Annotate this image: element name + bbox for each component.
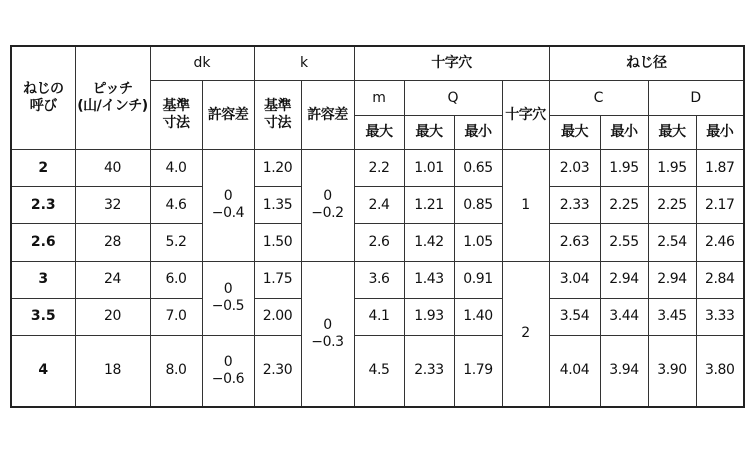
header-dk-tolerance: 許容差: [202, 81, 254, 150]
screw-spec-table: [10, 45, 745, 408]
cell-q-max: 1.43: [404, 261, 454, 298]
table-row: [11, 224, 744, 261]
header-q-min: 最小: [454, 116, 502, 150]
cell-dk-tolerance: 0 −0.5: [202, 261, 254, 335]
cell-m: 2.6: [354, 224, 404, 261]
header-k-tolerance: 許容差: [301, 81, 354, 150]
cell-pitch: 28: [75, 224, 150, 261]
header-m-max: 最大: [354, 116, 404, 150]
header-thread-diameter: ねじ径: [549, 46, 744, 81]
header-cross-recess-no: 十字穴: [502, 81, 549, 150]
cell-dk: 4.0: [150, 150, 202, 187]
header-m: m: [354, 81, 404, 116]
cell-c-max: 2.03: [549, 150, 600, 187]
cell-dk-tolerance: 0 −0.6: [202, 335, 254, 407]
cell-c-min: 2.94: [600, 261, 648, 298]
cell-q-min: 0.91: [454, 261, 502, 298]
cell-d-min: 3.80: [696, 335, 744, 407]
cell-recess-no: 2: [502, 261, 549, 407]
cell-k: 1.50: [254, 224, 301, 261]
cell-d-max: 2.54: [648, 224, 696, 261]
header-dk-standard: 基準 寸法: [150, 81, 202, 150]
cell-c-min: 2.55: [600, 224, 648, 261]
cell-m: 2.2: [354, 150, 404, 187]
cell-q-max: 1.93: [404, 298, 454, 335]
cell-d-min: 2.84: [696, 261, 744, 298]
cell-k: 1.35: [254, 187, 301, 224]
cell-dk: 8.0: [150, 335, 202, 407]
cell-q-min: 0.65: [454, 150, 502, 187]
header-c-min: 最小: [600, 116, 648, 150]
cell-m: 4.1: [354, 298, 404, 335]
cell-dk: 7.0: [150, 298, 202, 335]
cell-nominal: 3.5: [11, 298, 75, 335]
cell-nominal: 2.6: [11, 224, 75, 261]
table-row: [11, 335, 744, 407]
cell-nominal: 2: [11, 150, 75, 187]
cell-pitch: 20: [75, 298, 150, 335]
cell-k-tolerance: 0 −0.3: [301, 261, 354, 407]
cell-c-max: 3.04: [549, 261, 600, 298]
cell-dk: 5.2: [150, 224, 202, 261]
cell-k: 2.30: [254, 335, 301, 407]
header-pitch: ピッチ (山/インチ): [75, 46, 150, 150]
cell-pitch: 24: [75, 261, 150, 298]
cell-m: 3.6: [354, 261, 404, 298]
header-d: D: [648, 81, 744, 116]
cell-d-max: 3.45: [648, 298, 696, 335]
cell-c-max: 2.63: [549, 224, 600, 261]
cell-d-min: 2.46: [696, 224, 744, 261]
cell-d-min: 1.87: [696, 150, 744, 187]
cell-pitch: 18: [75, 335, 150, 407]
cell-nominal: 4: [11, 335, 75, 407]
cell-c-max: 4.04: [549, 335, 600, 407]
cell-c-max: 2.33: [549, 187, 600, 224]
table-row: [11, 298, 744, 335]
cell-c-min: 3.94: [600, 335, 648, 407]
cell-d-max: 2.25: [648, 187, 696, 224]
cell-m: 4.5: [354, 335, 404, 407]
cell-k: 1.75: [254, 261, 301, 298]
cell-recess-no: 1: [502, 150, 549, 261]
table-row: [11, 187, 744, 224]
header-q-max: 最大: [404, 116, 454, 150]
cell-c-max: 3.54: [549, 298, 600, 335]
header-d-max: 最大: [648, 116, 696, 150]
cell-k: 1.20: [254, 150, 301, 187]
cell-c-min: 3.44: [600, 298, 648, 335]
cell-q-min: 1.05: [454, 224, 502, 261]
header-cross-recess: 十字穴: [354, 46, 549, 81]
cell-d-max: 1.95: [648, 150, 696, 187]
cell-m: 2.4: [354, 187, 404, 224]
cell-k-tolerance: 0 −0.2: [301, 150, 354, 261]
cell-pitch: 40: [75, 150, 150, 187]
cell-dk: 4.6: [150, 187, 202, 224]
cell-d-min: 2.17: [696, 187, 744, 224]
header-d-min: 最小: [696, 116, 744, 150]
header-c: C: [549, 81, 648, 116]
cell-dk-tolerance: 0 −0.4: [202, 150, 254, 261]
cell-q-max: 1.01: [404, 150, 454, 187]
header-q: Q: [404, 81, 502, 116]
table-row: [11, 150, 744, 187]
header-k: k: [254, 46, 354, 81]
cell-nominal: 2.3: [11, 187, 75, 224]
cell-q-min: 0.85: [454, 187, 502, 224]
cell-pitch: 32: [75, 187, 150, 224]
table-row: [11, 261, 744, 298]
cell-q-max: 1.21: [404, 187, 454, 224]
cell-q-max: 1.42: [404, 224, 454, 261]
cell-c-min: 2.25: [600, 187, 648, 224]
cell-d-max: 3.90: [648, 335, 696, 407]
cell-nominal: 3: [11, 261, 75, 298]
cell-dk: 6.0: [150, 261, 202, 298]
cell-q-min: 1.40: [454, 298, 502, 335]
cell-d-min: 3.33: [696, 298, 744, 335]
header-k-standard: 基準 寸法: [254, 81, 301, 150]
cell-q-min: 1.79: [454, 335, 502, 407]
cell-d-max: 2.94: [648, 261, 696, 298]
cell-k: 2.00: [254, 298, 301, 335]
cell-c-min: 1.95: [600, 150, 648, 187]
header-nominal: ねじの 呼び: [11, 46, 75, 150]
header-c-max: 最大: [549, 116, 600, 150]
header-dk: dk: [150, 46, 254, 81]
cell-q-max: 2.33: [404, 335, 454, 407]
